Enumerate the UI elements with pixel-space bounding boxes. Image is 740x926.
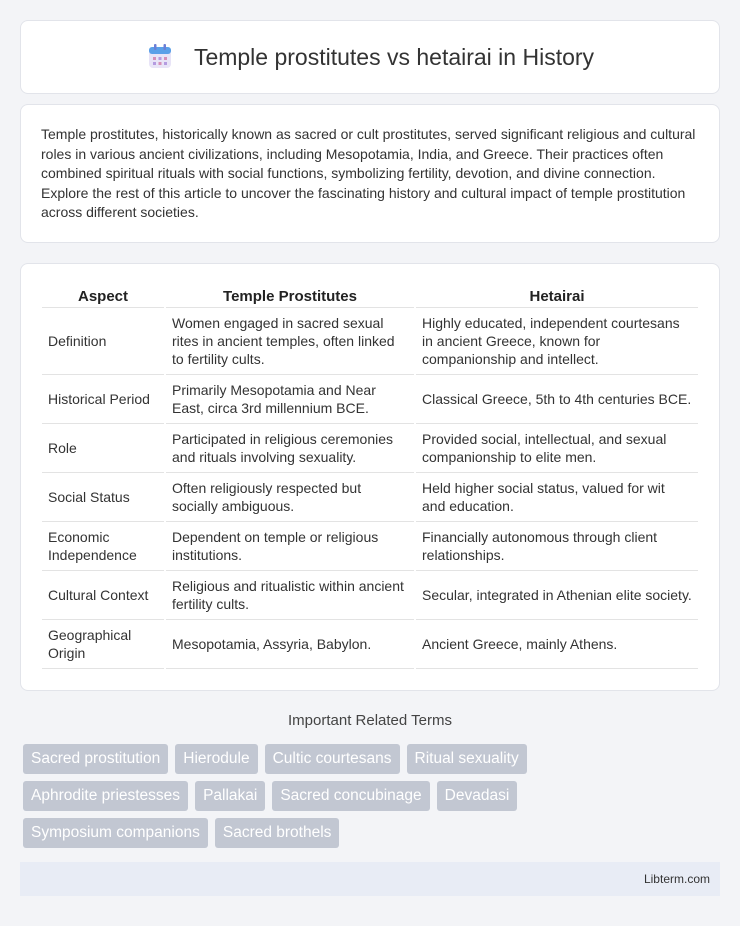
page-title: Temple prostitutes vs hetairai in History (193, 43, 595, 70)
footer (20, 862, 720, 896)
intro-card (20, 104, 720, 243)
table-cell: Social Status (42, 473, 164, 522)
related-term-tag[interactable]: Symposium companions (23, 818, 208, 848)
table-cell: Dependent on temple or religious institutions. (166, 522, 414, 571)
table-row (42, 424, 698, 473)
table-row (42, 620, 698, 669)
table-cell: Mesopotamia, Assyria, Babylon. (166, 620, 414, 669)
table-cell: Cultural Context (42, 571, 164, 620)
table-cell: Often religiously respected but socially ambiguous. (166, 473, 414, 522)
related-term-tag[interactable]: Pallakai (195, 781, 265, 811)
table-cell: Ancient Greece, mainly Athens. (416, 620, 698, 669)
related-term-tag[interactable]: Cultic courtesans (265, 744, 400, 774)
table-cell: Religious and ritualistic within ancient fertility cults. (166, 571, 414, 620)
comparison-card (20, 263, 720, 691)
column-header: Aspect (42, 284, 164, 308)
table-cell: Highly educated, independent courtesans in ancient Greece, known for companionship and intellect. (416, 308, 698, 375)
table-row (42, 473, 698, 522)
related-term-tag[interactable]: Hierodule (175, 744, 257, 774)
table-cell: Geographical Origin (42, 620, 164, 669)
table-cell: Classical Greece, 5th to 4th centuries BCE. (416, 375, 698, 424)
table-cell: Participated in religious ceremonies and rituals involving sexuality. (166, 424, 414, 473)
table-cell: Held higher social status, valued for wit and education. (416, 473, 698, 522)
calendar-icon (146, 43, 174, 71)
footer-site-link[interactable]: Libterm.com (643, 872, 710, 886)
intro-paragraph: Temple prostitutes, historically known as sacred or cult prostitutes, served significant religious and cultural roles in various ancient civilizations, including Mesopotamia, India, and Greece. Their practices often combined spiritual rituals with social functions, symbolizing fertility, devotion, and divine connection. Explore the rest of this article to uncover the fascinating history and cultural impact of temple prostitution across different societies. (41, 126, 696, 220)
table-cell: Economic Independence (42, 522, 164, 571)
column-header: Temple Prostitutes (166, 284, 414, 308)
table-row (42, 308, 698, 375)
related-term-tag[interactable]: Aphrodite priestesses (23, 781, 188, 811)
table-cell: Role (42, 424, 164, 473)
related-terms-title: Important Related Terms (288, 712, 452, 729)
table-cell: Definition (42, 308, 164, 375)
related-terms-list (23, 744, 723, 855)
table-cell: Provided social, intellectual, and sexual companionship to elite men. (416, 424, 698, 473)
table-cell: Financially autonomous through client relationships. (416, 522, 698, 571)
table-cell: Historical Period (42, 375, 164, 424)
comparison-table (40, 284, 700, 669)
table-header-row (42, 284, 698, 308)
table-cell: Women engaged in sacred sexual rites in ancient temples, often linked to fertility cults. (166, 308, 414, 375)
header-card (20, 20, 720, 94)
related-term-tag[interactable]: Sacred prostitution (23, 744, 168, 774)
related-term-tag[interactable]: Sacred concubinage (272, 781, 429, 811)
table-row (42, 375, 698, 424)
related-term-tag[interactable]: Sacred brothels (215, 818, 340, 848)
related-term-tag[interactable]: Devadasi (437, 781, 518, 811)
column-header: Hetairai (416, 284, 698, 308)
table-cell: Secular, integrated in Athenian elite society. (416, 571, 698, 620)
table-row (42, 522, 698, 571)
table-row (42, 571, 698, 620)
related-term-tag[interactable]: Ritual sexuality (407, 744, 527, 774)
table-cell: Primarily Mesopotamia and Near East, circa 3rd millennium BCE. (166, 375, 414, 424)
